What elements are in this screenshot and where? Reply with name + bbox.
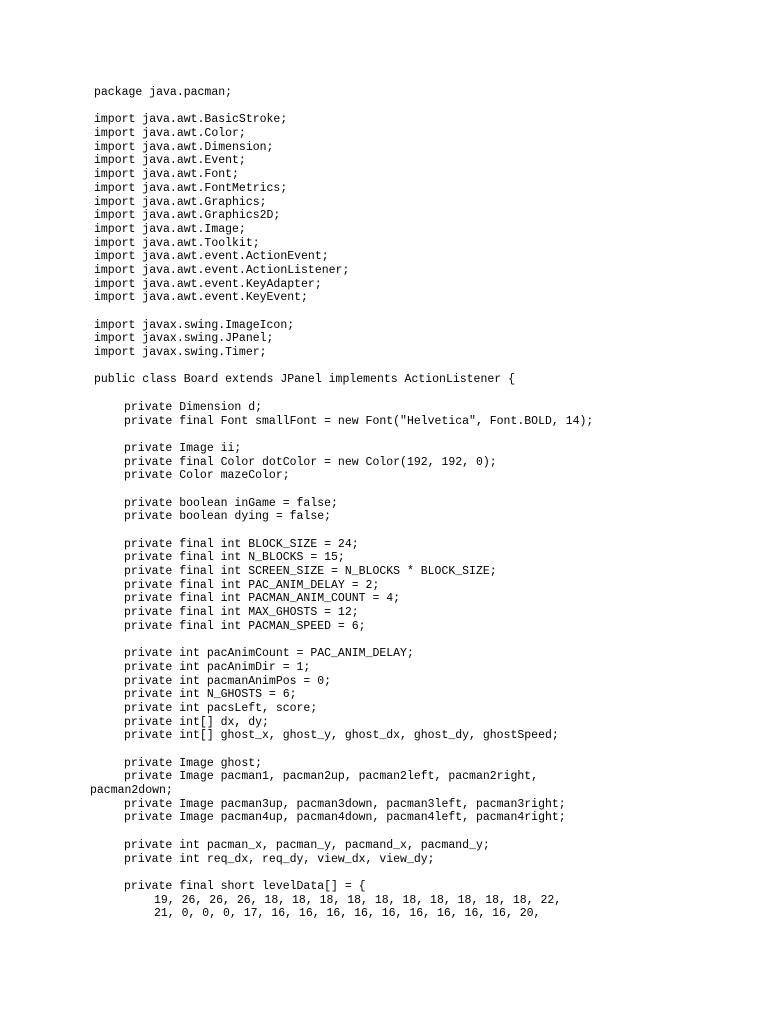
- code-line: private final int N_BLOCKS = 15;: [124, 551, 345, 565]
- code-line: 21, 0, 0, 0, 17, 16, 16, 16, 16, 16, 16, 16, 16, 16, 20,: [154, 907, 541, 921]
- code-listing: [90, 86, 748, 921]
- code-line: import java.awt.Font;: [94, 168, 239, 182]
- code-line: public class Board extends JPanel implements ActionListener {: [94, 373, 515, 387]
- code-line: private int pacmanAnimPos = 0;: [124, 674, 332, 688]
- code-line: import java.awt.event.KeyAdapter;: [94, 277, 322, 291]
- code-line: private final int MAX_GHOSTS = 12;: [124, 606, 359, 620]
- code-line: import java.awt.Graphics2D;: [94, 209, 281, 223]
- code-line: private int pacAnimDir = 1;: [124, 660, 311, 674]
- code-line: private Image pacman3up, pacman3down, pacman3left, pacman3right;: [124, 797, 566, 811]
- code-line: private Color mazeColor;: [124, 469, 290, 483]
- code-line: import java.awt.Dimension;: [94, 140, 274, 154]
- code-line: private boolean dying = false;: [124, 510, 332, 524]
- code-line: private final Font smallFont = new Font("Helvetica", Font.BOLD, 14);: [124, 414, 594, 428]
- code-line: import java.awt.BasicStroke;: [94, 113, 288, 127]
- code-line: private int[] ghost_x, ghost_y, ghost_dx, ghost_dy, ghostSpeed;: [124, 729, 559, 743]
- code-line: import javax.swing.Timer;: [94, 346, 267, 360]
- code-line: private int pacsLeft, score;: [124, 701, 318, 715]
- code-line: private Image pacman4up, pacman4down, pacman4left, pacman4right;: [124, 811, 566, 825]
- blank-line: [94, 743, 748, 757]
- code-line: pacman2down;: [90, 784, 173, 798]
- code-line: import java.awt.event.KeyEvent;: [94, 291, 308, 305]
- code-line: private final int BLOCK_SIZE = 24;: [124, 537, 359, 551]
- code-line: 19, 26, 26, 26, 18, 18, 18, 18, 18, 18, 18, 18, 18, 18, 22,: [154, 893, 562, 907]
- code-line: private int req_dx, req_dy, view_dx, view_dy;: [124, 852, 435, 866]
- code-line: private final int SCREEN_SIZE = N_BLOCKS * BLOCK_SIZE;: [124, 565, 497, 579]
- code-line: private final int PAC_ANIM_DELAY = 2;: [124, 578, 380, 592]
- code-line: import java.awt.FontMetrics;: [94, 181, 288, 195]
- code-line: private Dimension d;: [124, 400, 263, 414]
- code-line: import java.awt.Event;: [94, 154, 246, 168]
- code-line: import java.awt.event.ActionListener;: [94, 263, 350, 277]
- blank-line: [94, 428, 748, 442]
- code-line: private Image ghost;: [124, 756, 263, 770]
- code-line: import java.awt.Graphics;: [94, 195, 267, 209]
- code-line: import java.awt.Image;: [94, 222, 246, 236]
- code-line: import java.awt.Color;: [94, 127, 246, 141]
- blank-line: [94, 360, 748, 374]
- blank-line: [94, 100, 748, 114]
- code-line: package java.pacman;: [94, 86, 233, 99]
- blank-line: [94, 866, 748, 880]
- blank-line: [94, 634, 748, 648]
- blank-line: [94, 825, 748, 839]
- code-line: private int[] dx, dy;: [124, 715, 269, 729]
- code-line: private int pacAnimCount = PAC_ANIM_DELAY;: [124, 647, 414, 661]
- code-line: import javax.swing.ImageIcon;: [94, 318, 295, 332]
- code-line: private Image pacman1, pacman2up, pacman2left, pacman2right,: [124, 770, 539, 784]
- code-line: private int N_GHOSTS = 6;: [124, 688, 297, 702]
- blank-line: [94, 524, 748, 538]
- code-line: private int pacman_x, pacman_y, pacmand_x, pacmand_y;: [124, 838, 490, 852]
- code-line: import javax.swing.JPanel;: [94, 332, 274, 346]
- code-line: private boolean inGame = false;: [124, 496, 338, 510]
- code-line: private final int PACMAN_ANIM_COUNT = 4;: [124, 592, 401, 606]
- code-line: private final short levelData[] = {: [124, 879, 366, 893]
- code-line: import java.awt.event.ActionEvent;: [94, 250, 329, 264]
- code-line: import java.awt.Toolkit;: [94, 236, 260, 250]
- blank-line: [94, 483, 748, 497]
- blank-line: [94, 305, 748, 319]
- code-line: private final Color dotColor = new Color(192, 192, 0);: [124, 455, 497, 469]
- code-line: private Image ii;: [124, 441, 242, 455]
- blank-line: [94, 387, 748, 401]
- code-line: private final int PACMAN_SPEED = 6;: [124, 619, 366, 633]
